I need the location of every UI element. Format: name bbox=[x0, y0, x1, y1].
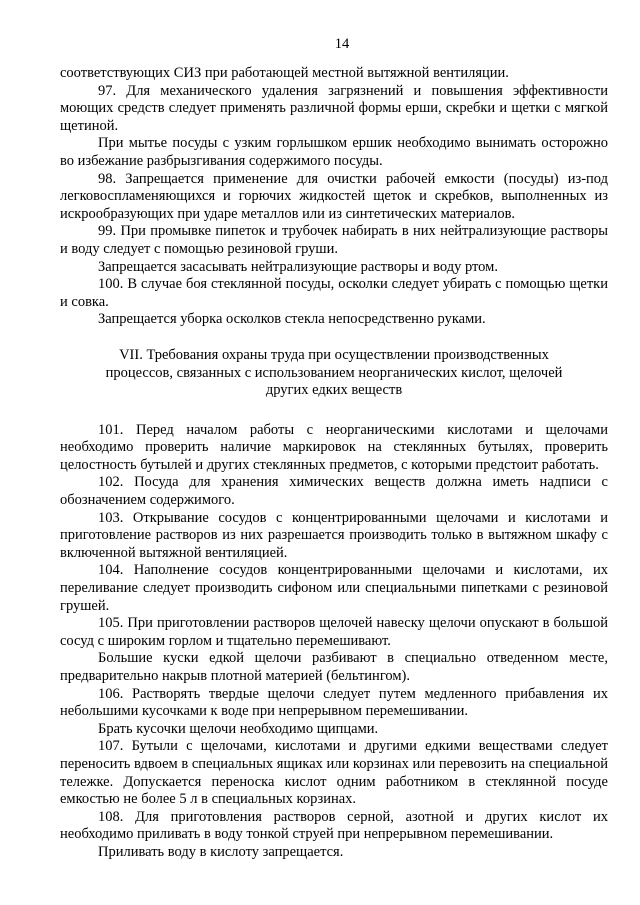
paragraph: 99. При промывке пипеток и трубочек набирать в них нейтрализующие растворы и воду следует с помощью резиновой груши. bbox=[60, 223, 608, 257]
paragraph: Приливать воду в кислоту запрещается. bbox=[98, 843, 344, 860]
paragraph: 98. Запрещается применение для очистки рабочей емкости (посуды) из-под легковоспламеняющихся и горючих жидкостей щеток и скребков, выполненных из искрообразующих при ударе металлов или из синтетических материалов. bbox=[60, 170, 608, 222]
section-title-line: VII. Требования охраны труда при осуществлении производственных bbox=[119, 346, 549, 363]
paragraph: 106. Растворять твердые щелочи следует путем медленного прибавления их небольшими кусочками к воде при непрерывном перемешивании. bbox=[60, 685, 608, 720]
paragraph: 105. При приготовлении растворов щелочей навеску щелочи опускают в большой сосуд с широким горлом и тщательно перемешивают. bbox=[60, 615, 608, 649]
text-block-before bbox=[60, 65, 608, 329]
section-title bbox=[60, 347, 608, 400]
paragraph: Запрещается засасывать нейтрализующие растворы и воду ртом. bbox=[98, 258, 498, 275]
paragraph: Запрещается уборка осколков стекла непосредственно руками. bbox=[98, 311, 486, 328]
paragraph: Брать кусочки щелочи необходимо щипцами. bbox=[98, 720, 379, 737]
paragraph: При мытье посуды с узким горлышком ершик необходимо вынимать осторожно во избежание разбрызгивания содержимого посуды. bbox=[60, 135, 608, 169]
text-block-after bbox=[60, 422, 608, 862]
section-title-line: других едких веществ bbox=[265, 382, 403, 399]
paragraph: 108. Для приготовления растворов серной, азотной и других кислот их необходимо приливать в воду тонкой струей при непрерывном перемешивании. bbox=[60, 808, 608, 843]
page-number: 14 bbox=[334, 36, 350, 52]
paragraph: 103. Открывание сосудов с концентрированными щелочами и кислотами и приготовление растворов из них разрешается производить только в вытяжном шкафу с включенной вытяжной вентиляцией. bbox=[60, 509, 608, 561]
paragraph: 107. Бутыли с щелочами, кислотами и другими едкими веществами следует переносить вдвоем в специальных ящиках или корзинах или перевозить на специальной тележке. Допускается переноска кислот одним работником в стеклянной посуде емкостью не более 5 л в специальных корзинах. bbox=[60, 738, 608, 808]
paragraph: 100. В случае боя стеклянной посуды, осколки следует убирать с помощью щетки и совка. bbox=[60, 276, 608, 310]
section-title-line: процессов, связанных с использованием неорганических кислот, щелочей bbox=[105, 364, 563, 381]
paragraph: 97. Для механического удаления загрязнений и повышения эффективности моющих средств следует применять различной формы ерши, скребки и щетки с мягкой щетиной. bbox=[60, 82, 608, 134]
paragraph: 104. Наполнение сосудов концентрированными щелочами и кислотами, их переливание следует производить сифоном или специальными пипетками с резиновой грушей. bbox=[60, 562, 608, 614]
paragraph: 102. Посуда для хранения химических веществ должна иметь надписи с обозначением содержимого. bbox=[60, 474, 608, 509]
paragraph: Большие куски едкой щелочи разбивают в специально отведенном месте, предварительно накрыв плотной материей (бельтингом). bbox=[60, 650, 608, 684]
paragraph: соответствующих СИЗ при работающей местной вытяжной вентиляции. bbox=[60, 65, 509, 81]
paragraph: 101. Перед началом работы с неорганическими кислотами и щелочами необходимо проверить наличие маркировок на стеклянных бутылях, проверить целостность бутылей и других стеклянных предметов, с которыми предстоит работать. bbox=[60, 421, 608, 473]
